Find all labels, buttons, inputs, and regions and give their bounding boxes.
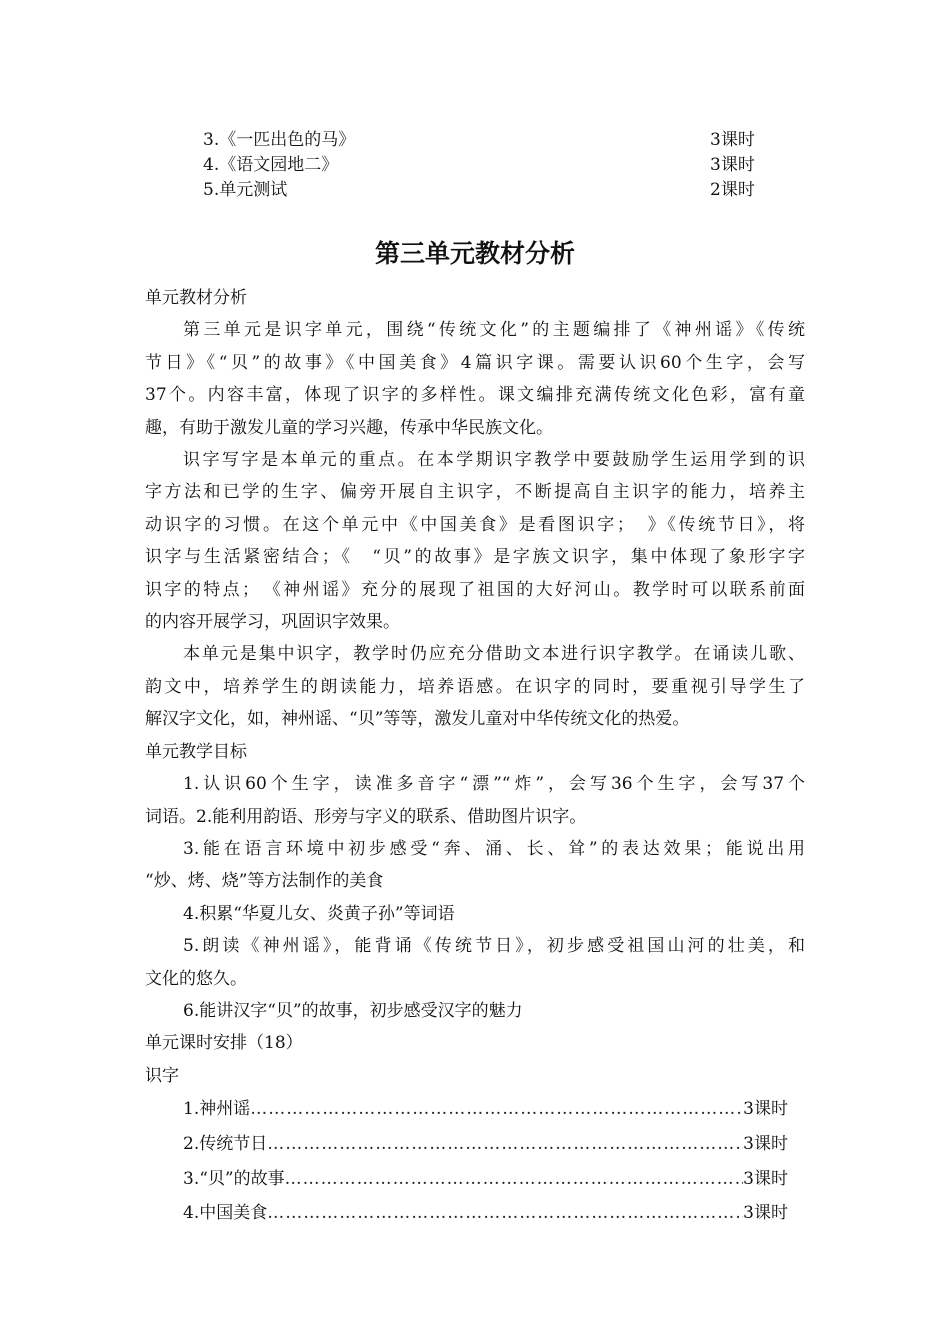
schedule-row: [0, 153, 950, 178]
paragraph-line: 本单元是集中识字，教学时仍应充分借助文本进行识字教学。在诵读儿歌、: [183, 644, 805, 665]
schedule-row: [0, 128, 950, 153]
goal-line: “炒、烤、烧”等方法制作的美食: [145, 871, 384, 892]
toc-title: 3.“贝”的故事: [183, 1168, 285, 1189]
goal-line: 4.积累“华夏儿女、炎黄子孙”等词语: [183, 903, 455, 924]
toc-row: [145, 1196, 788, 1231]
previous-unit-schedule: [0, 128, 950, 203]
paragraph-line: 第三单元是识字单元，围绕“传统文化”的主题编排了《神州谣》《传统: [183, 320, 805, 341]
paragraph-line: 的内容开展学习，巩固识字效果。: [145, 612, 400, 633]
paragraph-line: 韵文中，培养学生的朗读能力，培养语感。在识字的同时，要重视引导学生了: [145, 676, 805, 697]
goal-line: 6.能讲汉字“贝”的故事，初步感受汉字的魅力: [183, 1000, 523, 1021]
toc-row: [145, 1092, 788, 1127]
toc-leader: [250, 1092, 743, 1127]
schedule-hours: 3课时: [710, 155, 755, 175]
schedule-hours: 2课时: [710, 180, 755, 200]
toc-leader: [285, 1162, 744, 1197]
toc-hours: 3课时: [743, 1133, 788, 1154]
schedule-subheading: 识字: [145, 1065, 179, 1086]
paragraph-line: 动识字的习惯。在这个单元中《中国美食》是看图识字； 》《传统节日》，将: [145, 514, 805, 535]
toc-row: [145, 1127, 788, 1162]
goal-line: 词语。2.能利用韵语、形旁与字义的联系、借助图片识字。: [145, 806, 587, 827]
lesson-schedule: [145, 1092, 805, 1231]
paragraph-line: 解汉字文化，如，神州谣、“贝”等等，激发儿童对中华传统文化的热爱。: [145, 709, 690, 730]
toc-title: 1.神州谣: [183, 1099, 251, 1120]
toc-title: 4.中国美食: [183, 1203, 268, 1224]
toc-hours: 3课时: [743, 1203, 788, 1224]
section-heading-schedule: 单元课时安排（18）: [145, 1033, 303, 1054]
paragraph-line: 37个。内容丰富，体现了识字的多样性。课文编排充满传统文化色彩，富有童: [145, 385, 805, 406]
paragraph-line: 识字写字是本单元的重点。在本学期识字教学中要鼓励学生运用学到的识: [183, 450, 805, 471]
schedule-row: [0, 178, 950, 203]
page-title: 第三单元教材分析: [374, 239, 575, 268]
toc-leader: [267, 1127, 743, 1162]
goal-line: 1.认识60个生字，读准多音字“漂”“炸”，会写36个生字，会写37个: [183, 774, 805, 795]
toc-hours: 3课时: [743, 1168, 788, 1189]
schedule-title: 3.《一匹出色的马》: [203, 130, 356, 150]
schedule-hours: 3课时: [710, 130, 755, 150]
paragraph-line: 趣，有助于激发儿童的学习兴趣，传承中华民族文化。: [145, 417, 553, 438]
toc-row: [145, 1162, 788, 1197]
toc-title: 2.传统节日: [183, 1133, 268, 1154]
goal-line: 文化的悠久。: [145, 968, 247, 989]
paragraph-line: 字方法和已学的生字、偏旁开展自主识字，不断提高自主识字的能力，培养主: [145, 482, 805, 503]
paragraph-line: 识字的特点； 《神州谣》充分的展现了祖国的大好河山。教学时可以联系前面: [145, 579, 805, 600]
paragraph-line: 识字与生活紧密结合；《 “贝”的故事》是字族文识字，集中体现了象形字字: [145, 547, 805, 568]
goal-line: 3.能在语言环境中初步感受“奔、涌、长、耸”的表达效果；能说出用: [183, 838, 805, 859]
schedule-title: 4.《语文园地二》: [203, 155, 339, 175]
toc-leader: [267, 1196, 743, 1231]
paragraph-line: 节日》《“贝”的故事》《中国美食》4篇识字课。需要认识60个生字，会写: [145, 352, 805, 373]
section-heading-analysis: 单元教材分析: [145, 288, 247, 308]
document-body: [145, 282, 805, 1231]
goal-line: 5.朗读《神州谣》，能背诵《传统节日》，初步感受祖国山河的壮美，和: [183, 936, 805, 957]
schedule-title: 5.单元测试: [203, 180, 288, 200]
section-heading-goals: 单元教学目标: [145, 741, 247, 762]
toc-hours: 3课时: [743, 1099, 788, 1120]
